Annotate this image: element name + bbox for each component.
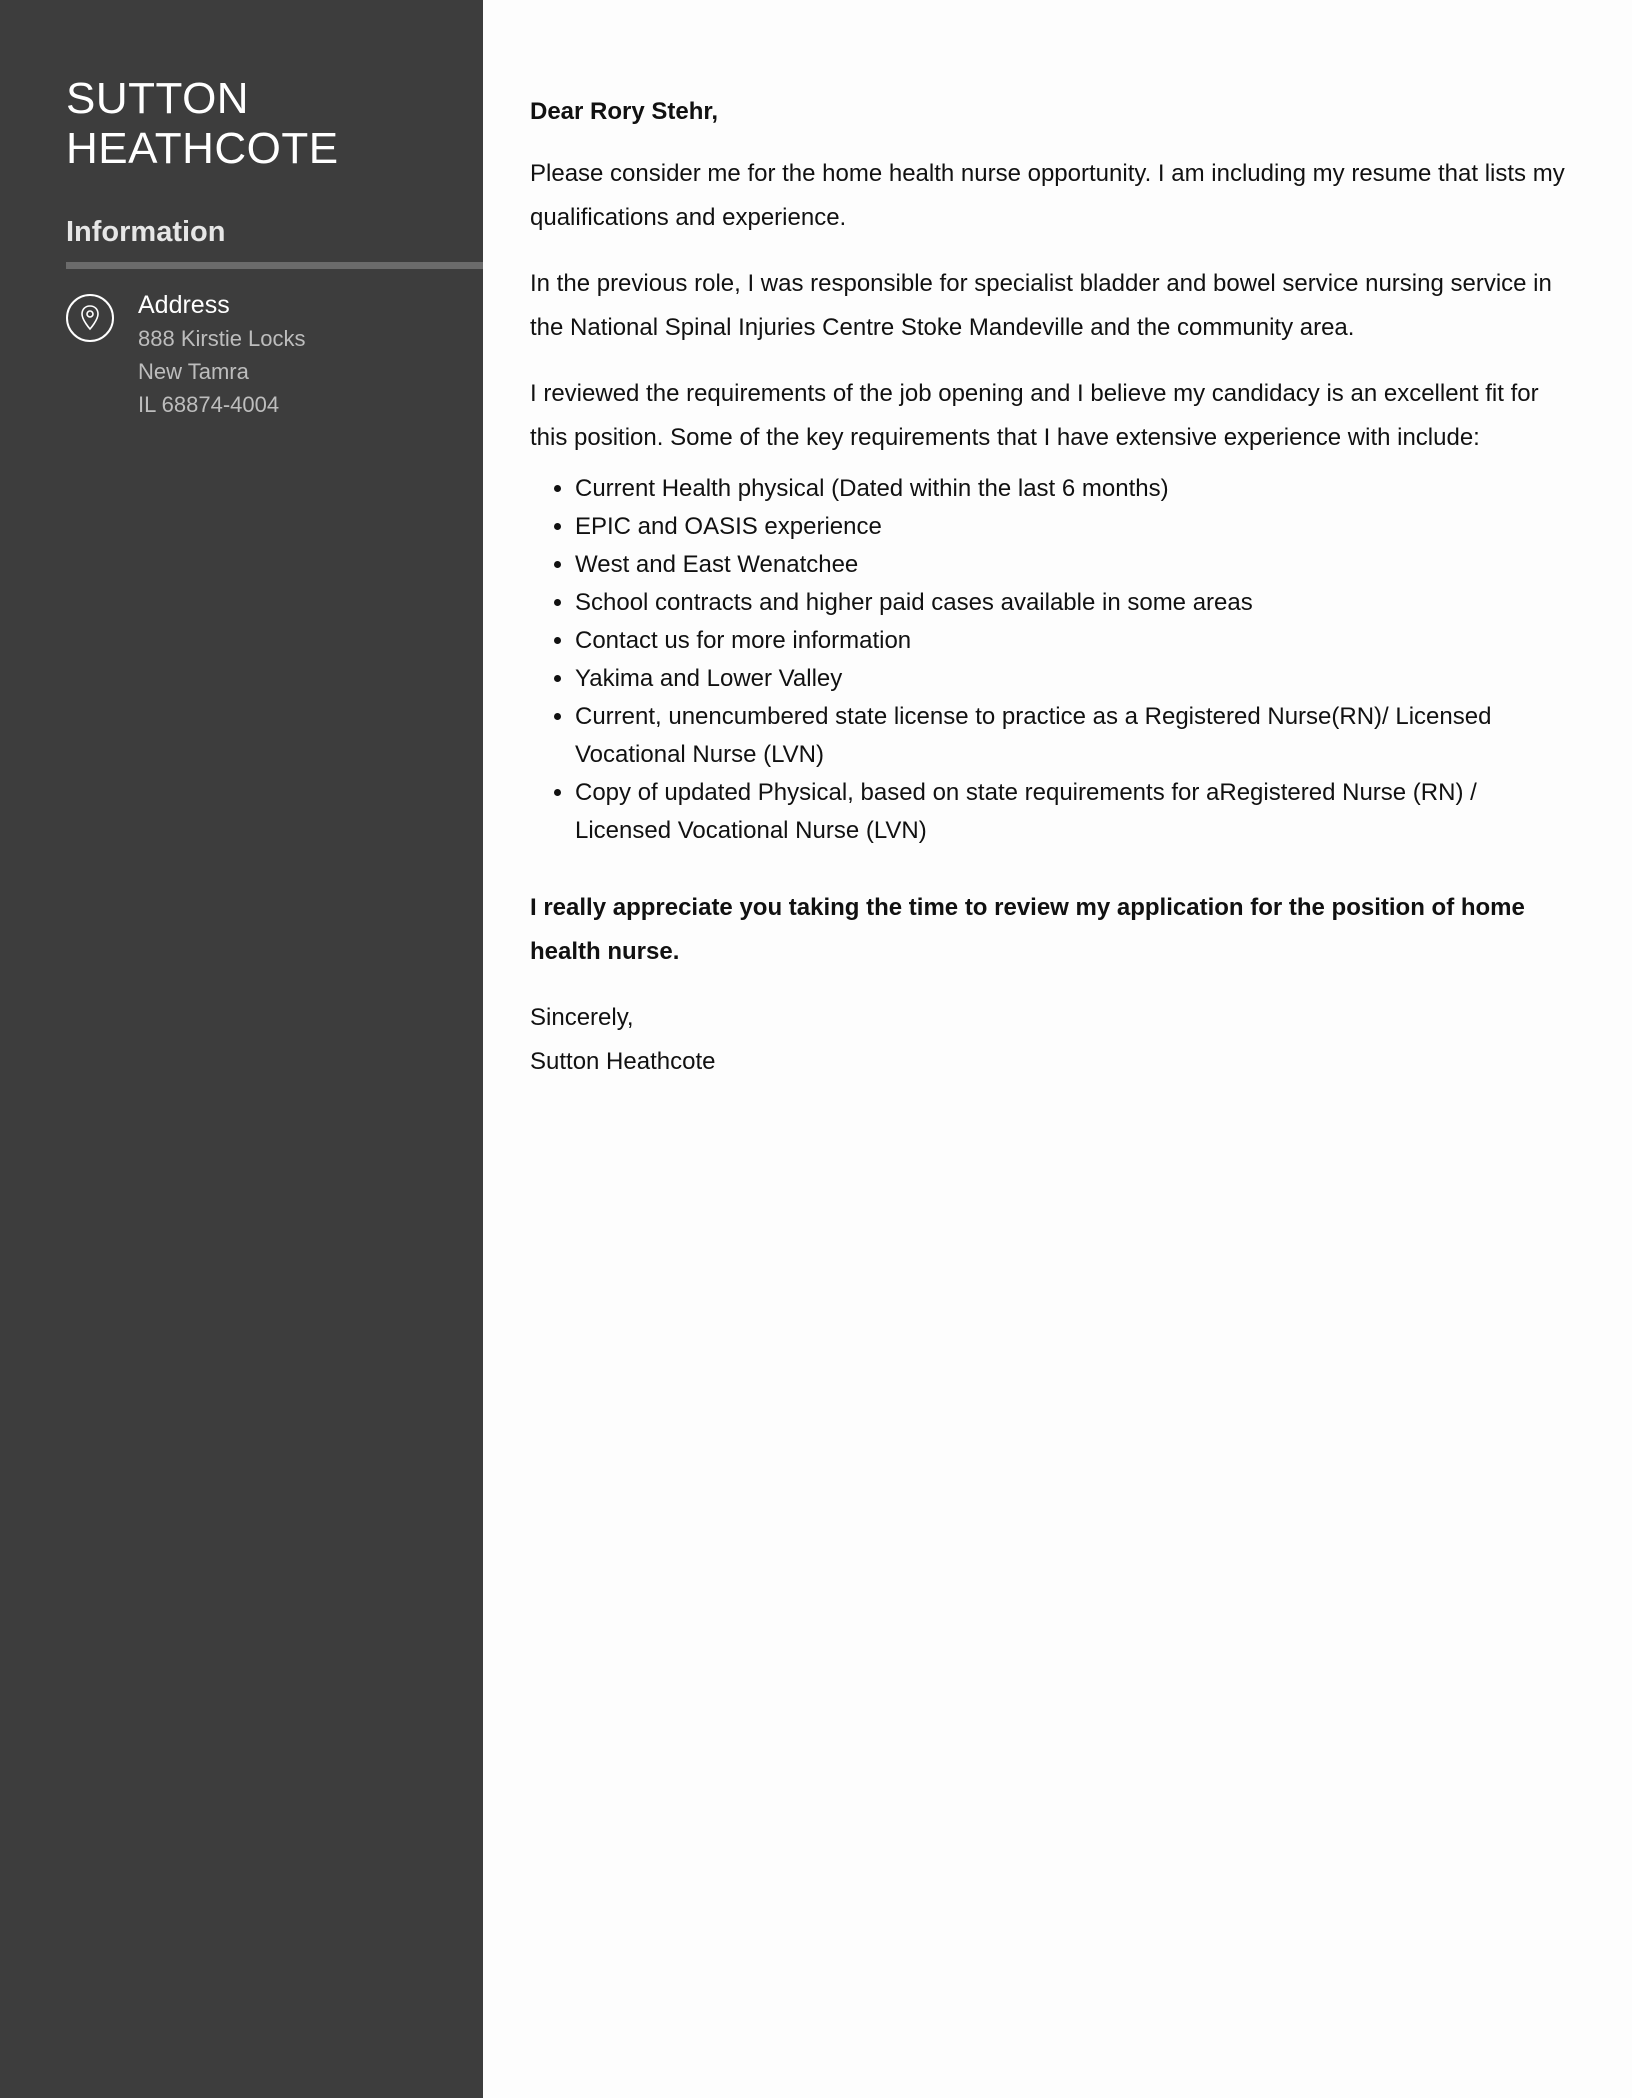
list-item: • Contact us for more information [575,622,1570,660]
address-label: Address [138,291,230,319]
address-line-street: 888 Kirstie Locks [138,326,306,351]
list-item: • Current Health physical (Dated within the last 6 months) [575,470,1570,508]
list-item: • West and East Wenatchee [575,546,1570,584]
address-block [138,288,306,421]
list-item: • Yakima and Lower Valley [575,660,1570,698]
letter-greeting: Dear Rory Stehr, [530,98,719,125]
list-item: • EPIC and OASIS experience [575,508,1570,546]
applicant-name [66,74,466,174]
letter-paragraph-requirements: I reviewed the requirements of the job opening and I believe my candidacy is an excellent fit for this position. Some of the key requirements that I have extensive experience with include: [530,380,1539,451]
map-pin-icon [66,294,114,342]
applicant-name-line1: SUTTON [66,74,250,123]
requirements-list [530,470,1570,850]
letter-closing: I really appreciate you taking the time to review my application for the position of home health nurse. [530,894,1525,965]
section-divider [66,262,483,269]
letter-paragraph-intro: Please consider me for the home health nurse opportunity. I am including my resume that lists my qualifications and experience. [530,160,1565,231]
sidebar [0,0,483,2098]
list-item: • Copy of updated Physical, based on state requirements for aRegistered Nurse (RN) / Licensed Vocational Nurse (LVN) [575,774,1570,850]
information-heading: Information [66,216,226,248]
letter-signoff: Sincerely, [530,1004,634,1031]
address-line-city: New Tamra [138,359,249,384]
letter-paragraph-experience: In the previous role, I was responsible for specialist bladder and bowel service nursing service in the National Spinal Injuries Centre Stoke Mandeville and the community area. [530,270,1552,341]
letter-signature: Sutton Heathcote [530,1048,716,1075]
list-item: • Current, unencumbered state license to practice as a Registered Nurse(RN)/ Licensed Vocational Nurse (LVN) [575,698,1570,774]
applicant-name-line2: HEATHCOTE [66,124,339,173]
address-line-state-zip: IL 68874-4004 [138,392,280,417]
list-item: • School contracts and higher paid cases available in some areas [575,584,1570,622]
cover-letter-body [530,92,1570,1084]
